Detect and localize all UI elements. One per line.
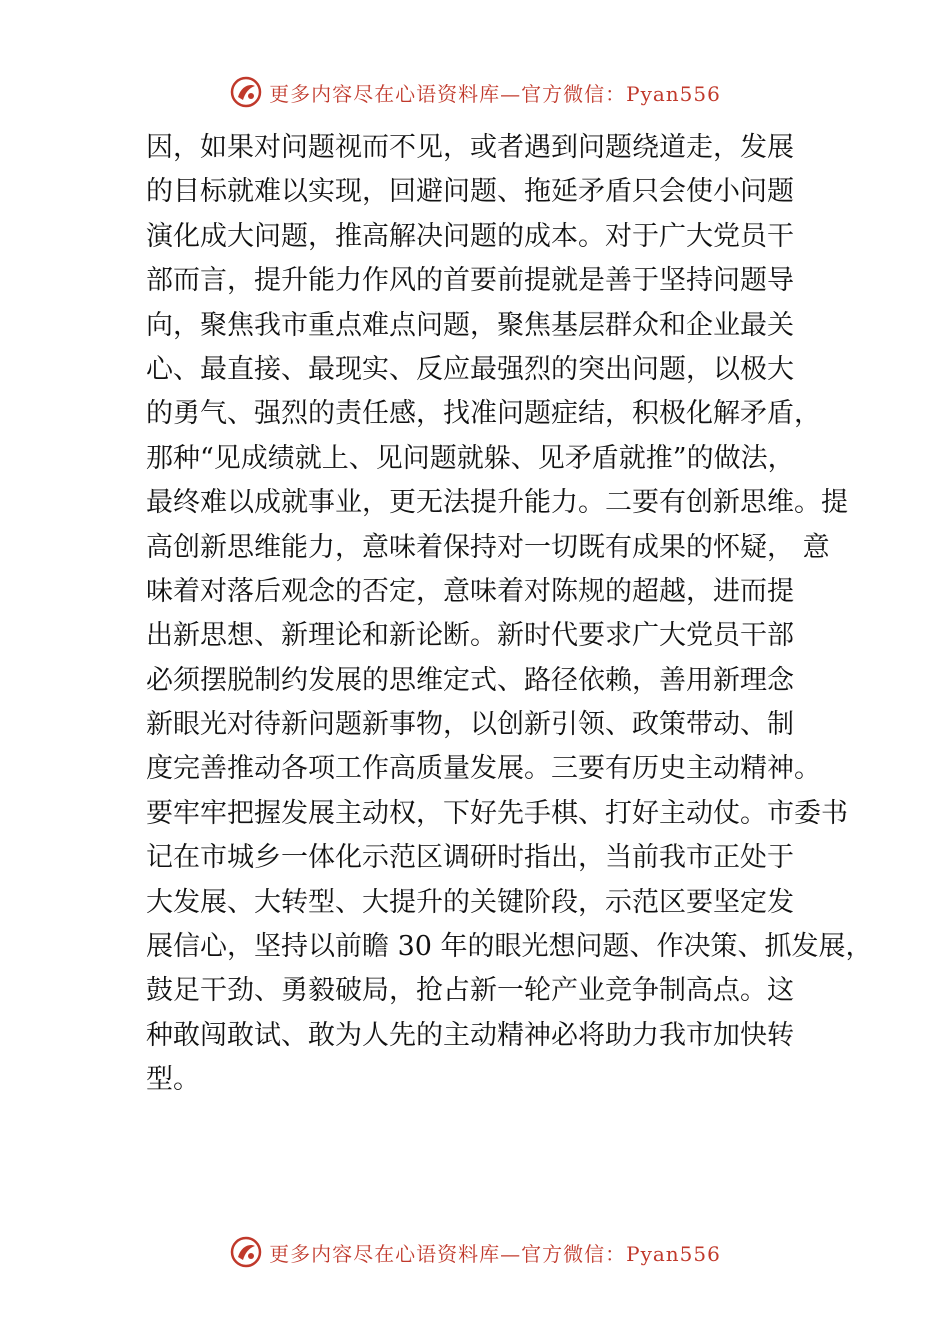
text-line: 演化成大问题，推高解决问题的成本。对于广大党员干	[146, 220, 794, 252]
document-body	[146, 126, 873, 1103]
logo-icon	[229, 75, 263, 109]
text-line: 记在市城乡一体化示范区调研时指出，当前我市正处于	[146, 842, 794, 874]
text-line: 因，如果对问题视而不见，或者遇到问题绕道走，发展	[146, 132, 794, 163]
text-line: 出新思想、新理论和新论断。新时代要求广大党员干部	[146, 620, 794, 652]
text-line: 的目标就难以实现，回避问题、拖延矛盾只会使小问题	[146, 176, 794, 208]
footer-banner	[0, 1234, 950, 1270]
text-line: 的勇气、强烈的责任感，找准问题症结，积极化解矛盾，	[146, 398, 821, 430]
text-line: 要牢牢把握发展主动权，下好先手棋、打好主动仗。市委书	[146, 797, 848, 829]
text-line: 新眼光对待新问题新事物，以创新引领、政策带动、制	[146, 709, 794, 741]
text-line: 鼓足干劲、勇毅破局，抢占新一轮产业竞争制高点。这	[146, 975, 794, 1007]
text-line: 那种“见成绩就上、见问题就躲、见矛盾就推”的做法，	[146, 442, 795, 474]
text-line: 度完善推动各项工作高质量发展。三要有历史主动精神。	[146, 753, 821, 785]
footer-banner-text: 更多内容尽在心语资料库—官方微信：Pyan556	[269, 1241, 721, 1266]
logo-icon	[229, 1235, 263, 1269]
text-line: 种敢闯敢试、敢为人先的主动精神必将助力我市加快转	[146, 1019, 794, 1051]
text-line: 心、最直接、最现实、反应最强烈的突出问题，以极大	[146, 353, 794, 385]
text-line: 展信心，坚持以前瞻 30 年的眼光想问题、作决策、抓发展，	[146, 931, 873, 963]
text-line: 最终难以成就事业，更无法提升能力。二要有创新思维。提	[146, 487, 848, 519]
header-banner	[0, 74, 950, 110]
text-line: 高创新思维能力，意味着保持对一切既有成果的怀疑， 意	[146, 531, 830, 563]
text-line: 型。	[146, 1064, 200, 1096]
text-line: 大发展、大转型、大提升的关键阶段，示范区要坚定发	[146, 886, 794, 918]
text-line: 必须摆脱制约发展的思维定式、路径依赖，善用新理念	[146, 664, 794, 696]
text-line: 味着对落后观念的否定，意味着对陈规的超越，进而提	[146, 575, 794, 607]
text-line: 向，聚焦我市重点难点问题，聚焦基层群众和企业最关	[146, 309, 794, 341]
header-banner-text: 更多内容尽在心语资料库—官方微信：Pyan556	[269, 81, 721, 106]
text-line: 部而言，提升能力作风的首要前提就是善于坚持问题导	[146, 265, 794, 297]
